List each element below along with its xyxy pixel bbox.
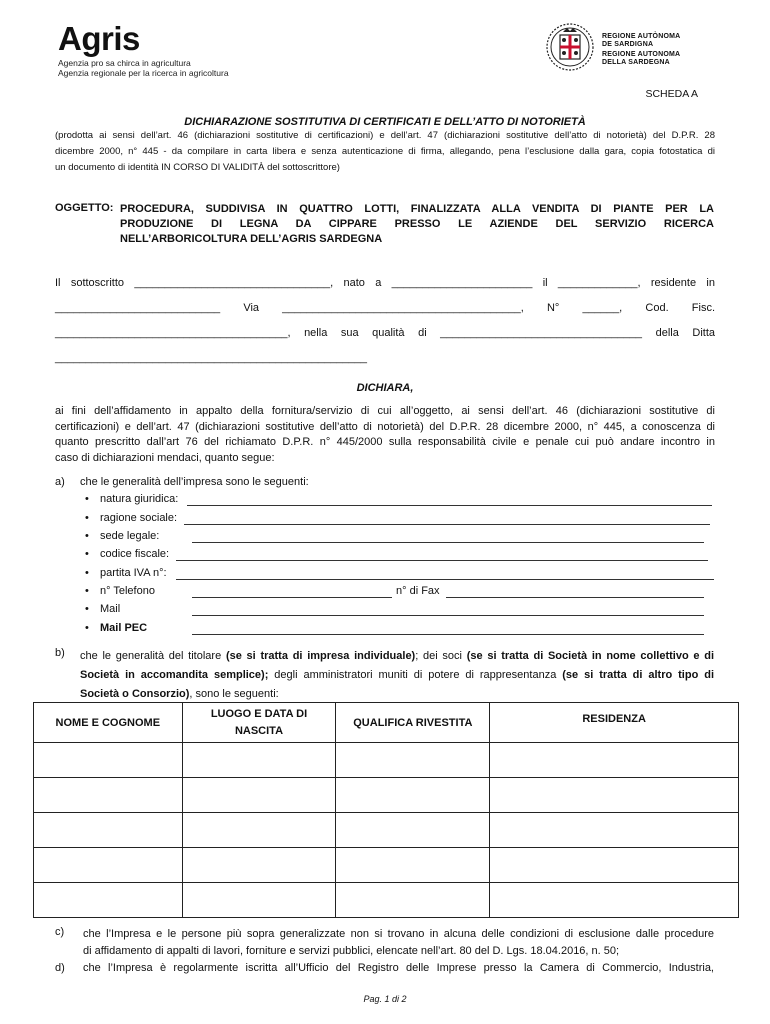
label-sede-legale: sede legale: xyxy=(100,530,160,542)
sardinia-crest-icon xyxy=(545,22,595,72)
table-cell[interactable] xyxy=(182,813,336,848)
label-mail-pec: Mail PEC xyxy=(100,622,148,634)
section-c-line-1: che l’Impresa e le persone più sopra generalizzate non si trovano in alcuna delle condizioni di esclusione dalle procedure xyxy=(83,928,714,940)
label-codice-fiscale: codice fiscale: xyxy=(100,548,170,560)
table-cell[interactable] xyxy=(182,848,336,883)
bullet-mail: • xyxy=(85,603,89,615)
table-cell[interactable] xyxy=(34,883,183,918)
dichiara-line-2: certificazioni) e dell’art. 47 (dichiarazioni sostitutive dell’atto di notorietà) del D.P.R. 28 dicembre 2000, n° 445, a conoscenza di xyxy=(55,420,715,433)
bullet-sede: • xyxy=(85,530,89,542)
intro-line-2: dicembre 2000, n° 445 - da compilare in carta libera e senza autenticazione di firma, allegando, pena l’esclusione dalla gara, copia fotostatica di xyxy=(55,146,715,157)
table-cell[interactable] xyxy=(182,778,336,813)
section-b-letter: b) xyxy=(55,647,65,659)
b-l2b: degli amministratori muniti di potere di rappresentanza xyxy=(268,669,563,681)
field-mail[interactable] xyxy=(192,615,704,616)
oggetto-label: OGGETTO: xyxy=(55,202,114,214)
col-residenza: RESIDENZA xyxy=(490,703,739,743)
label-telefono: n° Telefono xyxy=(100,585,155,597)
section-b-text xyxy=(80,647,714,704)
b-l1c: ; dei soci xyxy=(415,650,467,662)
table-row xyxy=(34,813,739,848)
col-luogo-data-2: NASCITA xyxy=(234,724,284,737)
page-number: Pag. 1 di 2 xyxy=(363,994,407,1004)
table-cell[interactable] xyxy=(34,848,183,883)
table-cell[interactable] xyxy=(336,848,490,883)
section-d-line-1: che l’Impresa è regolarmente iscritta all’Ufficio del Registro delle Imprese presso la Camera di Commercio, Industria, xyxy=(83,962,714,974)
dichiara-line-1: ai fini dell’affidamento in appalto della fornitura/servizio di cui all’oggetto, ai sensi dell’art. 46 (dichiarazioni sostitutive di xyxy=(55,405,715,417)
b-l2a: Società in accomandita semplice); xyxy=(80,669,269,681)
table-cell[interactable] xyxy=(34,778,183,813)
dichiara-line-4: caso di dichiarazioni mendaci, quanto segue: xyxy=(55,451,275,464)
region-name-sardinian xyxy=(602,33,680,49)
table-cell[interactable] xyxy=(34,813,183,848)
label-ragione-sociale: ragione sociale: xyxy=(100,512,178,524)
agris-logo: Agris xyxy=(58,20,140,57)
oggetto-line-3: NELL’ARBORICOLTURA DELL’AGRIS SARDEGNA xyxy=(120,233,383,245)
col-qualifica: QUALIFICA RIVESTITA xyxy=(336,703,490,743)
scheda-label: SCHEDA A xyxy=(645,88,698,100)
dichiara-heading: DICHIARA, xyxy=(356,382,414,394)
section-c-line-2: di affidamento di appalti di lavori, forniture e servizi pubblici, elencate nell’art. 80 del D. Lgs. 18.04.2016, n. 50; xyxy=(83,945,620,957)
section-a-text: che le generalità dell’impresa sono le seguenti: xyxy=(80,476,309,488)
dichiara-text xyxy=(55,404,715,466)
b-l2c: (se si tratta di altro tipo di xyxy=(562,669,714,681)
b-l1d: (se si tratta di Società in nome collettivo e di xyxy=(466,650,715,662)
label-partita-iva: partita IVA n°: xyxy=(100,567,167,579)
table-cell[interactable] xyxy=(336,813,490,848)
section-d-letter: d) xyxy=(55,962,65,974)
table-row xyxy=(34,848,739,883)
col-nome-cognome: NOME E COGNOME xyxy=(34,703,183,743)
b-l1b: (se si tratta di impresa individuale) xyxy=(225,650,416,662)
section-b-line-1 xyxy=(80,647,714,666)
table-cell[interactable] xyxy=(490,848,739,883)
table-cell[interactable] xyxy=(336,778,490,813)
col-luogo-data-1: LUOGO E DATA DI xyxy=(210,707,308,720)
region-name-italian xyxy=(602,51,680,67)
soci-table xyxy=(33,702,739,918)
form-line-ditta[interactable]: ___________________________________________________ xyxy=(55,352,368,364)
bullet-codice: • xyxy=(85,548,89,560)
section-c-text xyxy=(83,926,714,960)
document-title: DICHIARAZIONE SOSTITUTIVA DI CERTIFICATI E DELL’ATTO DI NOTORIETÀ xyxy=(184,116,586,128)
field-sede-legale[interactable] xyxy=(192,542,704,543)
region-line-2a: REGIONE AUTONOMA xyxy=(602,51,681,58)
label-fax: n° di Fax xyxy=(396,585,440,597)
field-ragione-sociale[interactable] xyxy=(184,524,710,525)
form-line-qualita[interactable]: ______________________________________, nella sua qualità di _________________________________ della Ditta xyxy=(55,327,715,339)
table-cell[interactable] xyxy=(336,883,490,918)
bullet-ragione: • xyxy=(85,512,89,524)
table-row xyxy=(34,778,739,813)
bullet-piva: • xyxy=(85,567,89,579)
logo-subtitle-2: Agenzia regionale per la ricerca in agricoltura xyxy=(58,68,229,78)
table-cell[interactable] xyxy=(336,743,490,778)
b-l3b: , sono le seguenti: xyxy=(189,688,279,700)
table-cell[interactable] xyxy=(490,883,739,918)
bullet-pec: • xyxy=(85,622,89,634)
field-natura-giuridica[interactable] xyxy=(187,505,712,506)
section-a-letter: a) xyxy=(55,476,65,488)
table-cell[interactable] xyxy=(490,813,739,848)
bullet-telefono: • xyxy=(85,585,89,597)
oggetto-text xyxy=(120,202,714,247)
intro-line-1: (prodotta ai sensi dell’art. 46 (dichiarazioni sostitutive di certificazioni) e dell’art. 47 (dichiarazioni sostitutive dell’atto di notorietà) del D.P.R. 28 xyxy=(55,130,715,141)
table-row xyxy=(34,883,739,918)
table-row xyxy=(34,743,739,778)
table-cell[interactable] xyxy=(34,743,183,778)
field-mail-pec[interactable] xyxy=(192,634,704,635)
table-cell[interactable] xyxy=(490,778,739,813)
table-cell[interactable] xyxy=(490,743,739,778)
intro-line-3: un documento di identità IN CORSO DI VALIDITÀ del sottoscrittore) xyxy=(55,162,340,173)
section-c-letter: c) xyxy=(55,926,65,938)
region-line-1b: DE SARDIGNA xyxy=(602,41,654,48)
b-l3a: Società o Consorzio) xyxy=(80,688,190,700)
form-line-sottoscritto[interactable]: Il sottoscritto ________________________________, nato a _______________________ il _____________, residente in xyxy=(55,277,715,289)
field-codice-fiscale[interactable] xyxy=(176,560,708,561)
region-line-2b: DELLA SARDEGNA xyxy=(602,59,670,66)
logo-subtitle-1: Agenzia pro sa chirca in agricultura xyxy=(58,58,191,68)
region-line-1a: REGIONE AUTÒNOMA xyxy=(602,33,681,40)
field-partita-iva[interactable] xyxy=(176,579,714,580)
b-l1a: che le generalità del titolare xyxy=(80,650,226,662)
table-cell[interactable] xyxy=(182,883,336,918)
label-mail: Mail xyxy=(100,603,121,615)
table-cell[interactable] xyxy=(182,743,336,778)
label-natura-giuridica: natura giuridica: xyxy=(100,493,179,505)
form-line-via[interactable]: ___________________________ Via _______________________________________, N° ______, Cod. Fisc. xyxy=(55,302,715,314)
field-fax[interactable] xyxy=(446,597,704,598)
table-header-row xyxy=(34,703,739,743)
col-luogo-data xyxy=(182,703,336,743)
dichiara-line-3: quanto prescritto dall’art 76 del richiamato D.P.R. n° 445/2000 sulla responsabilità civile e penale cui può andare incontro in xyxy=(55,436,715,448)
oggetto-line-1: PROCEDURA, SUDDIVISA IN QUATTRO LOTTI, FINALIZZATA ALLA VENDITA DI PIANTE PER LA xyxy=(120,203,714,215)
section-b-line-2 xyxy=(80,666,714,685)
field-telefono[interactable] xyxy=(192,597,392,598)
bullet-natura: • xyxy=(85,493,89,505)
oggetto-line-2: PRODUZIONE DI LEGNA DA CIPPARE PRESSO LE AZIENDE DEL SERVIZIO RICERCA xyxy=(120,218,714,230)
